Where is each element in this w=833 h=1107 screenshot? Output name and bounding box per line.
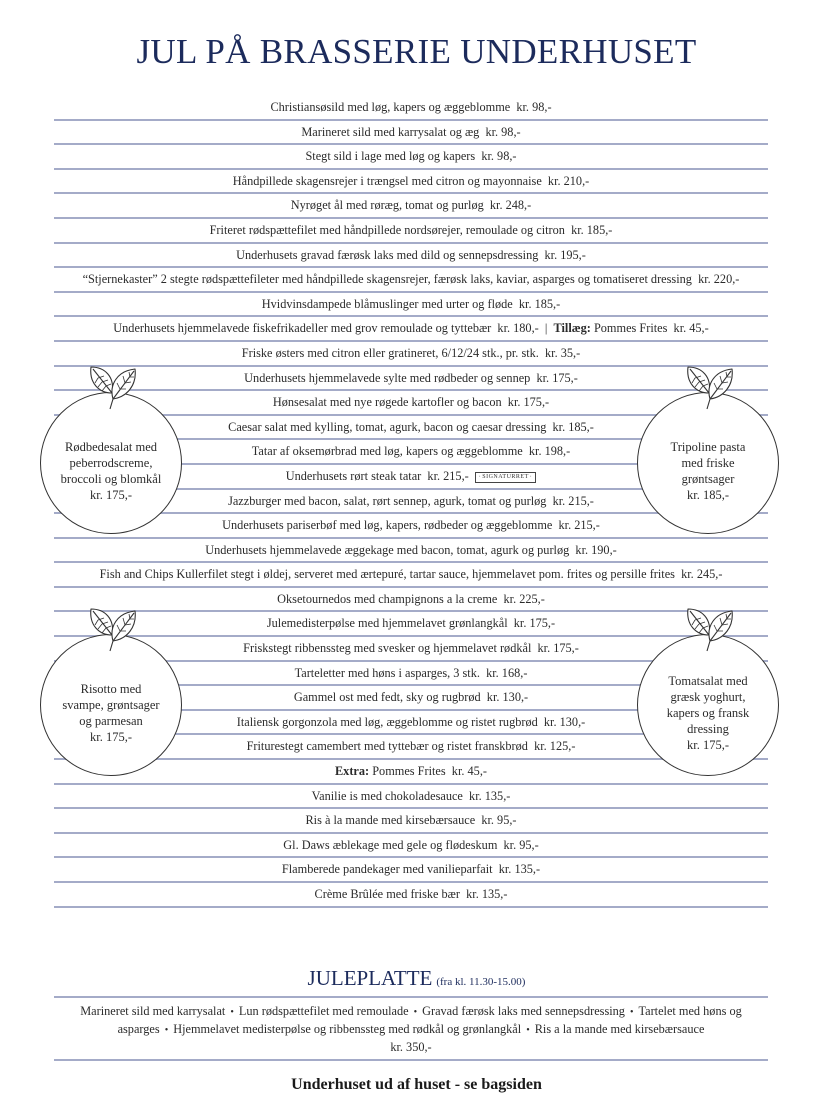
- menu-item: [54, 760, 768, 785]
- menu-item-text: Fish and Chips Kullerfilet stegt i øldej, serveret med ærtepuré, tartar sauce, hjemmelavet pom. frites og persille frites kr. 245,-: [99, 567, 723, 582]
- menu-item: [54, 858, 768, 883]
- divider: [54, 996, 768, 998]
- bubble-line: Risotto med: [80, 682, 142, 696]
- juleplatte-item: Hjemmelavet medisterpølse og ribbenssteg med rødkål og grønlangkål: [173, 1022, 522, 1036]
- bubble-line: dressing: [687, 722, 729, 736]
- menu-item-text: Gl. Daws æblekage med gele og flødeskum kr. 95,-: [283, 837, 539, 852]
- leaf-icon: [85, 363, 141, 411]
- menu-item: [54, 563, 768, 588]
- menu-item: [54, 539, 768, 564]
- bullet-separator: •: [413, 1007, 418, 1018]
- menu-item-text: Flamberede pandekager med vanilieparfait kr. 135,-: [281, 862, 541, 877]
- juleplatte-item: Gravad færøsk laks med sennepsdressing: [422, 1004, 625, 1018]
- juleplatte-title: JULEPLATTE: [307, 966, 433, 990]
- divider: [54, 1059, 768, 1061]
- menu-item: [54, 514, 768, 539]
- leaf-icon: [682, 605, 738, 653]
- menu-item: [54, 367, 768, 392]
- menu-item-text: Italiensk gorgonzola med løg, æggeblomme og ristet rugbrød kr. 130,-: [236, 714, 586, 729]
- menu-item-text: Gammel ost med fedt, sky og rugbrød kr. 130,-: [293, 690, 529, 705]
- bubble-text: [52, 681, 170, 745]
- menu-item: [54, 145, 768, 170]
- bubble-price: kr. 175,-: [89, 730, 132, 744]
- menu-item-text: Underhusets hjemmelavede fiskefrikadeller med grov remoulade og tyttebær kr. 180,- |: [113, 321, 554, 336]
- menu-item: [54, 809, 768, 834]
- menu-item-label: Tillæg:: [553, 321, 591, 336]
- menu-item-text: Friturestegt camembert med tyttebær og ristet franskbrød kr. 125,-: [246, 739, 576, 754]
- menu-item: [54, 96, 768, 121]
- menu-item: [54, 588, 768, 613]
- page-title: JUL PÅ BRASSERIE UNDERHUSET: [136, 32, 697, 71]
- menu-item: [54, 834, 768, 859]
- bubble-line: broccoli og blomkål: [60, 472, 162, 486]
- menu-item-text: Hønsesalat med nye røgede kartofler og bacon kr. 175,-: [272, 395, 550, 410]
- menu-item-text: Marineret sild med karrysalat og æg kr. 98,-: [301, 124, 521, 139]
- menu-item-text: Friskstegt ribbenssteg med svesker og hjemmelavet rødkål kr. 175,-: [243, 641, 579, 656]
- bullet-separator: •: [526, 1025, 530, 1036]
- menu-item-text: Håndpillede skagensrejer i trængsel med citron og mayonnaise kr. 210,-: [232, 173, 590, 188]
- menu-item-text: Underhusets hjemmelavede æggekage med bacon, tomat, agurk og purløg kr. 190,-: [205, 542, 617, 557]
- menu-item-text: Nyrøget ål med røræg, tomat og purløg kr. 248,-: [290, 198, 532, 213]
- signature-badge: · SIGNATURRET ·: [475, 472, 537, 483]
- menu-item-text: Underhusets gravad færøsk laks med dild og sennepsdressing kr. 195,-: [236, 247, 586, 262]
- bubble-line: kapers og fransk: [666, 706, 750, 720]
- bubble-text: [52, 439, 170, 503]
- menu-item: [54, 612, 768, 637]
- menu-item-text: Christiansøsild med løg, kapers og æggeblomme kr. 98,-: [270, 100, 552, 114]
- juleplatte-item: Marineret sild med karrysalat: [80, 1004, 226, 1018]
- menu-item: [54, 785, 768, 810]
- bubble-line: grøntsager: [681, 472, 735, 486]
- bubble-price: kr. 175,-: [89, 488, 132, 502]
- menu-item-text: Friske østers med citron eller gratineret, 6/12/24 stk., pr. stk. kr. 35,-: [241, 345, 581, 360]
- bubble-top-left: [40, 392, 182, 534]
- menu-item-text: Friteret rødspættefilet med håndpillede nordsørejer, remoulade og citron kr. 185,-: [209, 222, 613, 237]
- menu-item-text: Julemedisterpølse med hjemmelavet grønlangkål kr. 175,-: [266, 616, 556, 631]
- leaf-icon: [682, 363, 738, 411]
- menu-item-text: Caesar salat med kylling, tomat, agurk, bacon og caesar dressing kr. 185,-: [228, 419, 594, 434]
- bubble-line: Rødbedesalat med: [65, 440, 157, 454]
- bubble-text: [649, 439, 767, 503]
- bubble-line: med friske: [681, 456, 735, 470]
- bubble-top-right: [637, 392, 779, 534]
- menu-item-text: Underhusets pariserbøf med løg, kapers, rødbeder og æggeblomme kr. 215,-: [222, 518, 600, 533]
- menu-item: [54, 342, 768, 367]
- footer-note: Underhuset ud af huset - se bagsiden: [291, 1076, 542, 1093]
- menu-item: [54, 194, 768, 219]
- bullet-separator: •: [164, 1025, 169, 1036]
- juleplatte-item: Lun rødspættefilet med remoulade: [238, 1004, 409, 1018]
- bubble-bottom-right: [637, 634, 779, 776]
- bubble-line: Tripoline pasta: [670, 440, 746, 454]
- bubble-line: græsk yoghurt,: [670, 690, 746, 704]
- bubble-line: Tomatsalat med: [668, 674, 748, 688]
- juleplatte-body: [54, 1003, 768, 1055]
- menu-item-text: Underhusets hjemmelavede sylte med rødbeder og sennep kr. 175,-: [244, 370, 578, 385]
- menu-item-text: Crème Brûlée med friske bær kr. 135,-: [314, 887, 508, 901]
- juleplatte-price: kr. 350,-: [390, 1040, 432, 1054]
- menu-item-label: Extra:: [334, 764, 370, 779]
- bubble-price: kr. 175,-: [686, 738, 729, 752]
- juleplatte-heading: [0, 966, 833, 991]
- menu-item-text: Underhusets rørt steak tatar kr. 215,-: [285, 468, 469, 483]
- menu-item-addon: Pommes Frites kr. 45,-: [590, 321, 709, 336]
- bubble-line: peberrodscreme,: [69, 456, 153, 470]
- menu-item-text: “Stjernekaster” 2 stegte rødspættefileter med håndpillede skagensrejer, færøsk laks, kaviar, asparges og tomatiseret dressing kr. 220,-: [82, 272, 740, 287]
- menu-item: [54, 293, 768, 318]
- menu-item-text: Ris à la mande med kirsebærsauce kr. 95,-: [305, 813, 517, 828]
- menu-item-addon: Pommes Frites kr. 45,-: [369, 764, 487, 779]
- menu-item-text: Oksetournedos med champignons a la creme kr. 225,-: [277, 591, 545, 606]
- menu-item: [54, 883, 768, 908]
- menu-item: [54, 219, 768, 244]
- bubble-price: kr. 185,-: [686, 488, 729, 502]
- bubble-text: [649, 673, 767, 753]
- menu-item-text: Jazzburger med bacon, salat, rørt sennep, agurk, tomat og purløg kr. 215,-: [228, 493, 594, 508]
- menu-item-text: Vanilie is med chokoladesauce kr. 135,-: [311, 788, 511, 803]
- leaf-icon: [85, 605, 141, 653]
- bubble-line: og parmesan: [79, 714, 143, 728]
- bubble-line: svampe, grøntsager: [62, 698, 160, 712]
- menu-item-text: Stegt sild i lage med løg og kapers kr. 98,-: [305, 149, 517, 164]
- menu-item: [54, 170, 768, 195]
- menu-item: [54, 244, 768, 269]
- bubble-bottom-left: [40, 634, 182, 776]
- juleplatte-item: Ris a la mande med kirsebærsauce: [534, 1022, 705, 1036]
- bullet-separator: •: [230, 1007, 234, 1018]
- juleplatte-item: Tartelet med høns og asparges: [117, 1004, 742, 1036]
- menu-item: [54, 268, 768, 293]
- menu-item: [54, 121, 768, 146]
- menu-item-text: Hvidvinsdampede blåmuslinger med urter og fløde kr. 185,-: [261, 296, 561, 311]
- menu-item-text: Tatar af oksemørbrad med løg, kapers og æggeblomme kr. 198,-: [251, 444, 571, 459]
- menu-item-text: Tarteletter med høns i asparges, 3 stk. kr. 168,-: [294, 665, 528, 680]
- juleplatte-subtitle: (fra kl. 11.30-15.00): [436, 976, 526, 988]
- menu-item: [54, 317, 768, 342]
- bullet-separator: •: [629, 1007, 634, 1018]
